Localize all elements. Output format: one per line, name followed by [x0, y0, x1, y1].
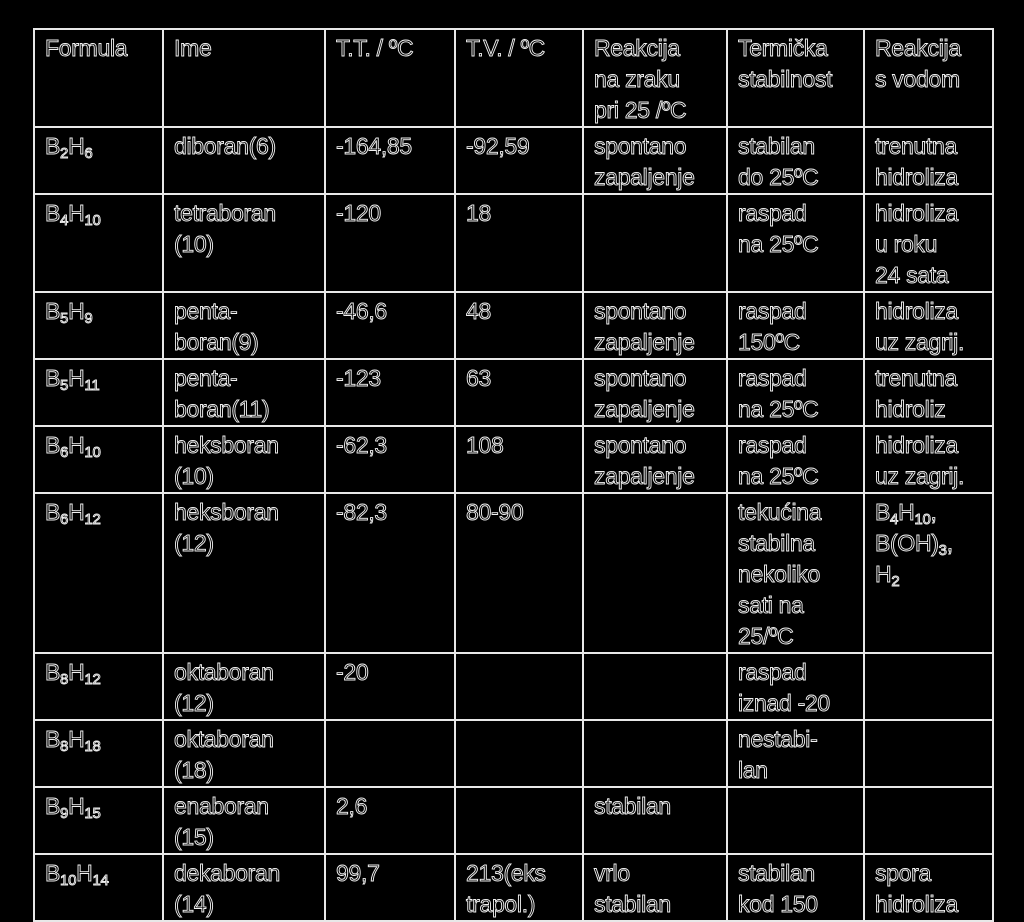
- formula-subscript: 10: [84, 444, 101, 461]
- formula-part: 4: [890, 511, 899, 528]
- formula-element: B: [45, 726, 61, 752]
- cell-line: na 25ºC: [738, 463, 819, 489]
- cell-ime: [163, 194, 325, 292]
- cell-termicka: [727, 493, 864, 653]
- cell-tv: [455, 854, 583, 921]
- table-row: [34, 359, 993, 426]
- cell-reakcija-voda: [864, 720, 993, 787]
- cell-formula: [34, 653, 163, 720]
- cell-reakcija-voda: [864, 194, 993, 292]
- formula-subscript: 12: [84, 671, 101, 688]
- cell-line: zapaljenje: [594, 164, 695, 190]
- table-row: [34, 720, 993, 787]
- formula-element: H: [76, 860, 93, 886]
- cell-line: hidroliza: [875, 432, 958, 458]
- formula-text: [45, 724, 156, 755]
- cell-line: nestabi-: [738, 726, 818, 752]
- cell-line: zapaljenje: [594, 396, 695, 422]
- cell-reakcija-zrak: [583, 426, 727, 493]
- cell-termicka: [727, 127, 864, 194]
- cell-line: penta-: [174, 365, 238, 391]
- cell-line: tetraboran: [174, 200, 276, 226]
- formula-element: B: [45, 432, 61, 458]
- cell-line: tekućina: [738, 499, 822, 525]
- formula-part: ,: [946, 530, 953, 556]
- formula-part: B: [875, 499, 891, 525]
- cell-line: (10): [174, 463, 214, 489]
- formula-element: B: [45, 793, 61, 819]
- cell-ime: [163, 854, 325, 921]
- cell-reakcija-zrak: [583, 720, 727, 787]
- cell-tv: [455, 653, 583, 720]
- cell-line: penta-: [174, 298, 238, 324]
- formula-subscript: 6: [60, 511, 69, 528]
- cell-line: stabilan: [594, 891, 671, 917]
- formula-subscript: 10: [60, 872, 77, 889]
- cell-line: do 25ºC: [738, 164, 819, 190]
- tt-value: -20: [336, 659, 369, 685]
- tv-value: 48: [466, 298, 491, 324]
- formula-part: 3: [938, 542, 947, 559]
- formula-text: [45, 131, 156, 162]
- cell-ime: [163, 426, 325, 493]
- cell-reakcija-zrak: [583, 493, 727, 653]
- cell-line: (12): [174, 690, 214, 716]
- formula-text: [45, 497, 156, 528]
- cell-reakcija-voda: [864, 127, 993, 194]
- tt-value: -123: [336, 365, 381, 391]
- cell-reakcija-voda: [864, 359, 993, 426]
- cell-reakcija-voda: [864, 854, 993, 921]
- cell-termicka: [727, 720, 864, 787]
- cell-reakcija-zrak: [583, 653, 727, 720]
- cell-tt: [325, 493, 455, 653]
- cell-tt: [325, 854, 455, 921]
- cell-line: boran(11): [174, 396, 270, 422]
- cell-line: 150ºC: [738, 329, 800, 355]
- cell-line: hidroliz: [875, 396, 946, 422]
- cell-line: iznad -20: [738, 690, 830, 716]
- tt-value: -46,6: [336, 298, 387, 324]
- cell-reakcija-zrak: [583, 854, 727, 921]
- cell-line: vrlo: [594, 860, 630, 886]
- cell-formula: [34, 359, 163, 426]
- borane-table: [33, 28, 994, 922]
- cell-tv: [455, 292, 583, 359]
- cell-line: stabilan: [738, 860, 815, 886]
- cell-line: (14): [174, 891, 214, 917]
- cell-line: heksboran: [174, 432, 279, 458]
- formula-element: B: [45, 133, 61, 159]
- cell-formula: [34, 426, 163, 493]
- table-row: [34, 292, 993, 359]
- cell-line: diboran(6): [174, 133, 276, 159]
- header-formula: Formula: [34, 29, 163, 127]
- cell-line: u roku: [875, 231, 938, 257]
- table-row: [34, 787, 993, 854]
- cell-line: hidroliza: [875, 164, 958, 190]
- cell-line: 25/ºC: [738, 623, 794, 649]
- cell-reakcija-voda: [864, 426, 993, 493]
- cell-line: hidroliza: [875, 298, 958, 324]
- formula-text: [45, 198, 156, 229]
- tv-value: 213(eks: [466, 860, 546, 886]
- formula-line: [875, 528, 986, 559]
- cell-tt: [325, 426, 455, 493]
- cell-tv: [455, 720, 583, 787]
- cell-tv: [455, 787, 583, 854]
- cell-line: spontano: [594, 133, 687, 159]
- formula-text: [45, 657, 156, 688]
- table-row: [34, 653, 993, 720]
- formula-subscript: 8: [60, 671, 69, 688]
- cell-line: uz zagrij.: [875, 329, 965, 355]
- tt-value: -62,3: [336, 432, 387, 458]
- cell-reakcija-voda: [864, 493, 993, 653]
- table-row: [34, 493, 993, 653]
- header-row: [34, 29, 993, 127]
- cell-line: heksboran: [174, 499, 279, 525]
- cell-line: 24 sata: [875, 262, 949, 288]
- formula-subscript: 14: [92, 872, 109, 889]
- cell-reakcija-zrak: [583, 359, 727, 426]
- cell-line: na 25ºC: [738, 396, 819, 422]
- cell-formula: [34, 292, 163, 359]
- formula-subscript: 10: [84, 212, 101, 229]
- formula-element: B: [45, 365, 61, 391]
- cell-line: enaboran: [174, 793, 269, 819]
- formula-subscript: 9: [60, 805, 69, 822]
- cell-line: (18): [174, 757, 214, 783]
- formula-element: H: [68, 793, 85, 819]
- header-reakcija-voda: Reakcija s vodom: [864, 29, 993, 127]
- cell-line: raspad: [738, 365, 807, 391]
- cell-line: zapaljenje: [594, 463, 695, 489]
- cell-formula: [34, 720, 163, 787]
- formula-text: [45, 858, 156, 889]
- cell-termicka: [727, 854, 864, 921]
- cell-reakcija-voda: [864, 787, 993, 854]
- formula-subscript: 5: [60, 310, 69, 327]
- formula-subscript: 11: [84, 377, 100, 394]
- formula-element: B: [45, 499, 61, 525]
- cell-tt: [325, 359, 455, 426]
- formula-element: H: [68, 726, 85, 752]
- cell-line: sati na: [738, 592, 804, 618]
- cell-line: spora: [875, 860, 932, 886]
- cell-line: (10): [174, 231, 214, 257]
- formula-part: H: [875, 561, 892, 587]
- cell-line: raspad: [738, 659, 807, 685]
- cell-line: spontano: [594, 298, 687, 324]
- formula-subscript: 18: [84, 738, 101, 755]
- tt-value: -82,3: [336, 499, 387, 525]
- cell-ime: [163, 653, 325, 720]
- tv-value: 63: [466, 365, 491, 391]
- tt-value: -164,85: [336, 133, 412, 159]
- formula-subscript: 6: [60, 444, 69, 461]
- cell-line: lan: [738, 757, 768, 783]
- cell-line: na 25ºC: [738, 231, 819, 257]
- cell-tv: [455, 359, 583, 426]
- cell-formula: [34, 787, 163, 854]
- formula-element: B: [45, 298, 61, 324]
- cell-ime: [163, 292, 325, 359]
- tt-value: 2,6: [336, 793, 368, 819]
- table-row: [34, 127, 993, 194]
- tv-value: 108: [466, 432, 504, 458]
- cell-termicka: [727, 426, 864, 493]
- cell-line: oktaboran: [174, 659, 274, 685]
- cell-tt: [325, 720, 455, 787]
- cell-line: stabilan: [738, 133, 815, 159]
- formula-subscript: 2: [60, 145, 69, 162]
- cell-formula: [34, 854, 163, 921]
- cell-termicka: [727, 787, 864, 854]
- formula-part: H: [898, 499, 915, 525]
- cell-line: hidroliza: [875, 200, 958, 226]
- formula-element: B: [45, 659, 61, 685]
- cell-line: kod 150: [738, 891, 818, 917]
- cell-ime: [163, 720, 325, 787]
- cell-tt: [325, 653, 455, 720]
- cell-reakcija-voda: [864, 292, 993, 359]
- formula-text: [45, 296, 156, 327]
- cell-reakcija-zrak: [583, 787, 727, 854]
- formula-text: [45, 363, 156, 394]
- formula-part: 10: [914, 511, 931, 528]
- cell-tt: [325, 787, 455, 854]
- formula-text: [45, 791, 156, 822]
- formula-line: [875, 559, 986, 590]
- formula-element: H: [68, 499, 85, 525]
- formula-line: [875, 497, 986, 528]
- table-row: [34, 854, 993, 921]
- cell-line: uz zagrij.: [875, 463, 965, 489]
- formula-subscript: 4: [60, 212, 69, 229]
- cell-line: (15): [174, 824, 214, 850]
- formula-element: H: [68, 432, 85, 458]
- tt-value: 99,7: [336, 860, 380, 886]
- formula-part: ,: [930, 499, 937, 525]
- cell-termicka: [727, 653, 864, 720]
- cell-line: trenutna: [875, 133, 957, 159]
- header-tt: T.T. / ºC: [325, 29, 455, 127]
- formula-text: [45, 430, 156, 461]
- cell-tv: [455, 194, 583, 292]
- cell-line: boran(9): [174, 329, 259, 355]
- cell-line: trenutna: [875, 365, 957, 391]
- cell-line: stabilan: [594, 793, 671, 819]
- tv-value: 18: [466, 200, 491, 226]
- header-termicka: Termička stabilnost: [727, 29, 864, 127]
- formula-subscript: 8: [60, 738, 69, 755]
- formula-element: B: [45, 860, 61, 886]
- table-row: [34, 426, 993, 493]
- cell-line: spontano: [594, 432, 687, 458]
- cell-termicka: [727, 359, 864, 426]
- cell-reakcija-zrak: [583, 292, 727, 359]
- cell-line: zapaljenje: [594, 329, 695, 355]
- formula-element: H: [68, 298, 85, 324]
- header-ime: Ime: [163, 29, 325, 127]
- formula-element: H: [68, 133, 85, 159]
- formula-part: B(OH): [875, 530, 939, 556]
- tv-value-line2: trapol.): [466, 891, 536, 917]
- cell-formula: [34, 194, 163, 292]
- formula-subscript: 12: [84, 511, 101, 528]
- cell-line: raspad: [738, 200, 807, 226]
- table-row: [34, 194, 993, 292]
- cell-tt: [325, 127, 455, 194]
- cell-reakcija-zrak: [583, 127, 727, 194]
- cell-line: hidroliza: [875, 891, 958, 917]
- cell-line: raspad: [738, 432, 807, 458]
- cell-line: raspad: [738, 298, 807, 324]
- cell-tv: [455, 127, 583, 194]
- formula-element: H: [68, 659, 85, 685]
- cell-tv: [455, 426, 583, 493]
- cell-formula: [34, 493, 163, 653]
- formula-subscript: 15: [84, 805, 101, 822]
- cell-line: stabilna: [738, 530, 815, 556]
- cell-termicka: [727, 292, 864, 359]
- formula-subscript: 5: [60, 377, 69, 394]
- cell-line: oktaboran: [174, 726, 274, 752]
- cell-ime: [163, 359, 325, 426]
- tt-value: -120: [336, 200, 381, 226]
- cell-line: nekoliko: [738, 561, 820, 587]
- tv-value: 80-90: [466, 499, 524, 525]
- header-reakcija-zrak: Reakcija na zraku pri 25 /ºC: [583, 29, 727, 127]
- cell-reakcija-zrak: [583, 194, 727, 292]
- formula-element: B: [45, 200, 61, 226]
- cell-line: spontano: [594, 365, 687, 391]
- cell-ime: [163, 787, 325, 854]
- formula-subscript: 6: [84, 145, 93, 162]
- header-tv: T.V. / ºC: [455, 29, 583, 127]
- formula-element: H: [68, 200, 85, 226]
- cell-tt: [325, 194, 455, 292]
- cell-ime: [163, 127, 325, 194]
- cell-ime: [163, 493, 325, 653]
- cell-tv: [455, 493, 583, 653]
- tv-value: -92,59: [466, 133, 530, 159]
- cell-reakcija-voda: [864, 653, 993, 720]
- formula-element: H: [68, 365, 85, 391]
- cell-tt: [325, 292, 455, 359]
- cell-line: (12): [174, 530, 214, 556]
- cell-termicka: [727, 194, 864, 292]
- cell-line: dekaboran: [174, 860, 280, 886]
- formula-part: 2: [891, 573, 900, 590]
- cell-formula: [34, 127, 163, 194]
- formula-subscript: 9: [84, 310, 93, 327]
